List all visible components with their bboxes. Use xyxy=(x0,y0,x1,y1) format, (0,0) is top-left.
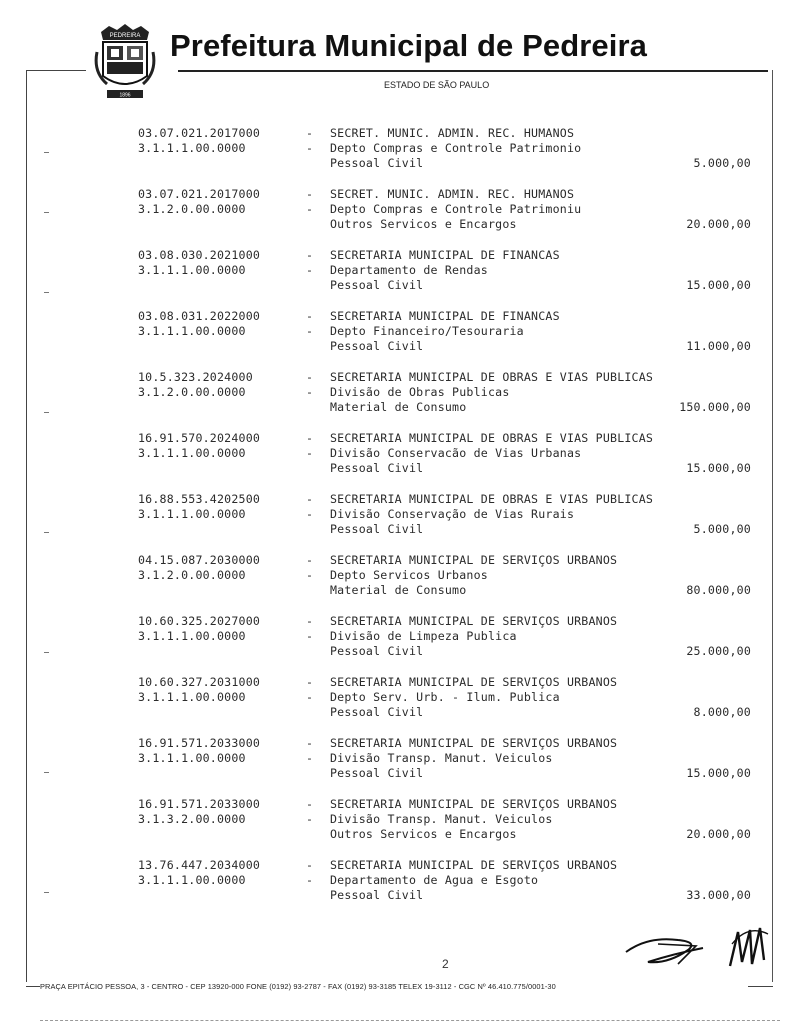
header-rule xyxy=(178,70,768,72)
entry-secretaria: SECRETARIA MUNICIPAL DE OBRAS E VIAS PUBLICAS xyxy=(330,370,654,384)
budget-entry xyxy=(0,183,800,244)
scan-margin-mark xyxy=(44,652,49,653)
entry-valor: 8.000,00 xyxy=(693,705,751,719)
entry-secretaria: SECRETARIA MUNICIPAL DE SERVIÇOS URBANOS xyxy=(330,675,618,689)
entry-subcode: 3.1.1.1.00.0000 xyxy=(138,751,246,765)
page-number: 2 xyxy=(442,957,449,971)
entry-subcode: 3.1.1.1.00.0000 xyxy=(138,324,246,338)
entry-departamento: Depto Compras e Controle Patrimoniu xyxy=(330,202,582,216)
entry-dash: - xyxy=(306,126,314,140)
entry-valor: 150.000,00 xyxy=(679,400,751,414)
entry-subcode: 3.1.2.0.00.0000 xyxy=(138,568,246,582)
entry-dash: - xyxy=(306,263,314,277)
entry-secretaria: SECRETARIA MUNICIPAL DE SERVIÇOS URBANOS xyxy=(330,797,618,811)
entry-secretaria: SECRET. MUNIC. ADMIN. REC. HUMANOS xyxy=(330,187,575,201)
budget-entry xyxy=(0,427,800,488)
crest-banner-text: PEDREIRA xyxy=(109,33,141,39)
entry-subcode: 3.1.1.1.00.0000 xyxy=(138,141,246,155)
entry-valor: 5.000,00 xyxy=(693,522,751,536)
budget-entry xyxy=(0,244,800,305)
entry-secretaria: SECRETARIA MUNICIPAL DE FINANCAS xyxy=(330,248,560,262)
entry-categoria: Pessoal Civil xyxy=(330,644,424,658)
entry-valor: 11.000,00 xyxy=(686,339,751,353)
budget-entries-list xyxy=(0,122,800,915)
entry-subcode: 3.1.2.0.00.0000 xyxy=(138,202,246,216)
signature-icon xyxy=(618,914,778,984)
entry-code: 03.07.021.2017000 xyxy=(138,126,261,140)
entry-dash: - xyxy=(306,614,314,628)
entry-secretaria: SECRETARIA MUNICIPAL DE FINANCAS xyxy=(330,309,560,323)
entry-subcode: 3.1.1.1.00.0000 xyxy=(138,263,246,277)
scan-margin-mark xyxy=(44,412,49,413)
page-title: Prefeitura Municipal de Pedreira xyxy=(170,28,647,63)
entry-dash: - xyxy=(306,553,314,567)
scan-bottom-edge xyxy=(40,1020,780,1021)
budget-entry xyxy=(0,732,800,793)
entry-valor: 20.000,00 xyxy=(686,827,751,841)
entry-dash: - xyxy=(306,248,314,262)
entry-valor: 33.000,00 xyxy=(686,888,751,902)
entry-dash: - xyxy=(306,141,314,155)
entry-secretaria: SECRETARIA MUNICIPAL DE SERVIÇOS URBANOS xyxy=(330,858,618,872)
entry-secretaria: SECRET. MUNIC. ADMIN. REC. HUMANOS xyxy=(330,126,575,140)
entry-dash: - xyxy=(306,324,314,338)
entry-dash: - xyxy=(306,431,314,445)
budget-entry xyxy=(0,854,800,915)
page-subtitle: ESTADO DE SÃO PAULO xyxy=(384,80,490,90)
entry-code: 16.88.553.4202500 xyxy=(138,492,261,506)
entry-code: 03.07.021.2017000 xyxy=(138,187,261,201)
entry-dash: - xyxy=(306,690,314,704)
scan-margin-mark xyxy=(44,292,49,293)
entry-dash: - xyxy=(306,858,314,872)
entry-valor: 15.000,00 xyxy=(686,766,751,780)
scan-margin-mark xyxy=(44,532,49,533)
entry-valor: 5.000,00 xyxy=(693,156,751,170)
entry-categoria: Pessoal Civil xyxy=(330,156,424,170)
entry-subcode: 3.1.1.1.00.0000 xyxy=(138,690,246,704)
entry-valor: 25.000,00 xyxy=(686,644,751,658)
crest-icon xyxy=(93,22,157,106)
footer-rule-left xyxy=(26,986,40,987)
entry-subcode: 3.1.2.0.00.0000 xyxy=(138,385,246,399)
entry-valor: 80.000,00 xyxy=(686,583,751,597)
entry-dash: - xyxy=(306,492,314,506)
entry-secretaria: SECRETARIA MUNICIPAL DE SERVIÇOS URBANOS xyxy=(330,553,618,567)
budget-entry xyxy=(0,793,800,854)
entry-dash: - xyxy=(306,202,314,216)
entry-subcode: 3.1.1.1.00.0000 xyxy=(138,446,246,460)
entry-categoria: Pessoal Civil xyxy=(330,888,424,902)
entry-code: 03.08.030.2021000 xyxy=(138,248,261,262)
entry-subcode: 3.1.1.1.00.0000 xyxy=(138,629,246,643)
entry-categoria: Pessoal Civil xyxy=(330,522,424,536)
entry-departamento: Divisão Transp. Manut. Veiculos xyxy=(330,751,553,765)
municipal-crest-logo xyxy=(93,22,157,106)
entry-code: 10.5.323.2024000 xyxy=(138,370,253,384)
entry-code: 10.60.325.2027000 xyxy=(138,614,261,628)
entry-dash: - xyxy=(306,675,314,689)
entry-subcode: 3.1.3.2.00.0000 xyxy=(138,812,246,826)
entry-departamento: Depto Compras e Controle Patrimonio xyxy=(330,141,582,155)
entry-categoria: Pessoal Civil xyxy=(330,766,424,780)
budget-entry xyxy=(0,366,800,427)
entry-dash: - xyxy=(306,873,314,887)
crest-ribbon-text: 1896 xyxy=(119,92,131,99)
entry-dash: - xyxy=(306,751,314,765)
entry-departamento: Departamento de Rendas xyxy=(330,263,488,277)
entry-categoria: Pessoal Civil xyxy=(330,705,424,719)
footer-address: PRAÇA EPITÁCIO PESSOA, 3 - CENTRO - CEP 13920-000 FONE (0192) 93-2787 - FAX (0192) 93-3185 TELEX 19-3112 - CGC Nº 46.410.775/0001-30 xyxy=(40,982,556,991)
entry-categoria: Outros Servicos e Encargos xyxy=(330,217,517,231)
entry-subcode: 3.1.1.1.00.0000 xyxy=(138,507,246,521)
entry-valor: 15.000,00 xyxy=(686,461,751,475)
entry-dash: - xyxy=(306,309,314,323)
budget-entry xyxy=(0,610,800,671)
entry-dash: - xyxy=(306,446,314,460)
entry-code: 16.91.571.2033000 xyxy=(138,736,261,750)
budget-entry xyxy=(0,671,800,732)
entry-valor: 20.000,00 xyxy=(686,217,751,231)
entry-dash: - xyxy=(306,629,314,643)
entry-departamento: Depto Serv. Urb. - Ilum. Publica xyxy=(330,690,560,704)
entry-code: 16.91.571.2033000 xyxy=(138,797,261,811)
entry-code: 04.15.087.2030000 xyxy=(138,553,261,567)
entry-dash: - xyxy=(306,370,314,384)
entry-categoria: Pessoal Civil xyxy=(330,461,424,475)
entry-code: 03.08.031.2022000 xyxy=(138,309,261,323)
entry-categoria: Pessoal Civil xyxy=(330,278,424,292)
entry-subcode: 3.1.1.1.00.0000 xyxy=(138,873,246,887)
budget-entry xyxy=(0,488,800,549)
entry-code: 10.60.327.2031000 xyxy=(138,675,261,689)
entry-categoria: Material de Consumo xyxy=(330,583,467,597)
entry-departamento: Departamento de Agua e Esgoto xyxy=(330,873,539,887)
entry-categoria: Material de Consumo xyxy=(330,400,467,414)
entry-secretaria: SECRETARIA MUNICIPAL DE OBRAS E VIAS PUBLICAS xyxy=(330,431,654,445)
scan-margin-mark xyxy=(44,772,49,773)
entry-dash: - xyxy=(306,797,314,811)
scan-margin-mark xyxy=(44,212,49,213)
entry-secretaria: SECRETARIA MUNICIPAL DE SERVIÇOS URBANOS xyxy=(330,614,618,628)
entry-secretaria: SECRETARIA MUNICIPAL DE OBRAS E VIAS PUBLICAS xyxy=(330,492,654,506)
entry-dash: - xyxy=(306,507,314,521)
entry-departamento: Divisão Conservacão de Vias Urbanas xyxy=(330,446,582,460)
budget-entry xyxy=(0,305,800,366)
frame-top-left-rule xyxy=(26,70,86,71)
entry-categoria: Pessoal Civil xyxy=(330,339,424,353)
entry-departamento: Divisão de Obras Publicas xyxy=(330,385,510,399)
entry-categoria: Outros Servicos e Encargos xyxy=(330,827,517,841)
entry-valor: 15.000,00 xyxy=(686,278,751,292)
scan-margin-mark xyxy=(44,892,49,893)
entry-departamento: Depto Financeiro/Tesouraria xyxy=(330,324,524,338)
entry-departamento: Divisão Transp. Manut. Veiculos xyxy=(330,812,553,826)
entry-departamento: Divisão Conservação de Vias Rurais xyxy=(330,507,575,521)
budget-entry xyxy=(0,549,800,610)
entry-dash: - xyxy=(306,736,314,750)
handwritten-signature xyxy=(618,914,778,984)
entry-dash: - xyxy=(306,385,314,399)
entry-dash: - xyxy=(306,568,314,582)
entry-dash: - xyxy=(306,812,314,826)
footer-rule-right xyxy=(748,986,773,987)
budget-entry xyxy=(0,122,800,183)
entry-code: 16.91.570.2024000 xyxy=(138,431,261,445)
entry-code: 13.76.447.2034000 xyxy=(138,858,261,872)
entry-departamento: Divisão de Limpeza Publica xyxy=(330,629,517,643)
scan-margin-mark xyxy=(44,152,49,153)
entry-departamento: Depto Servicos Urbanos xyxy=(330,568,488,582)
entry-secretaria: SECRETARIA MUNICIPAL DE SERVIÇOS URBANOS xyxy=(330,736,618,750)
entry-dash: - xyxy=(306,187,314,201)
